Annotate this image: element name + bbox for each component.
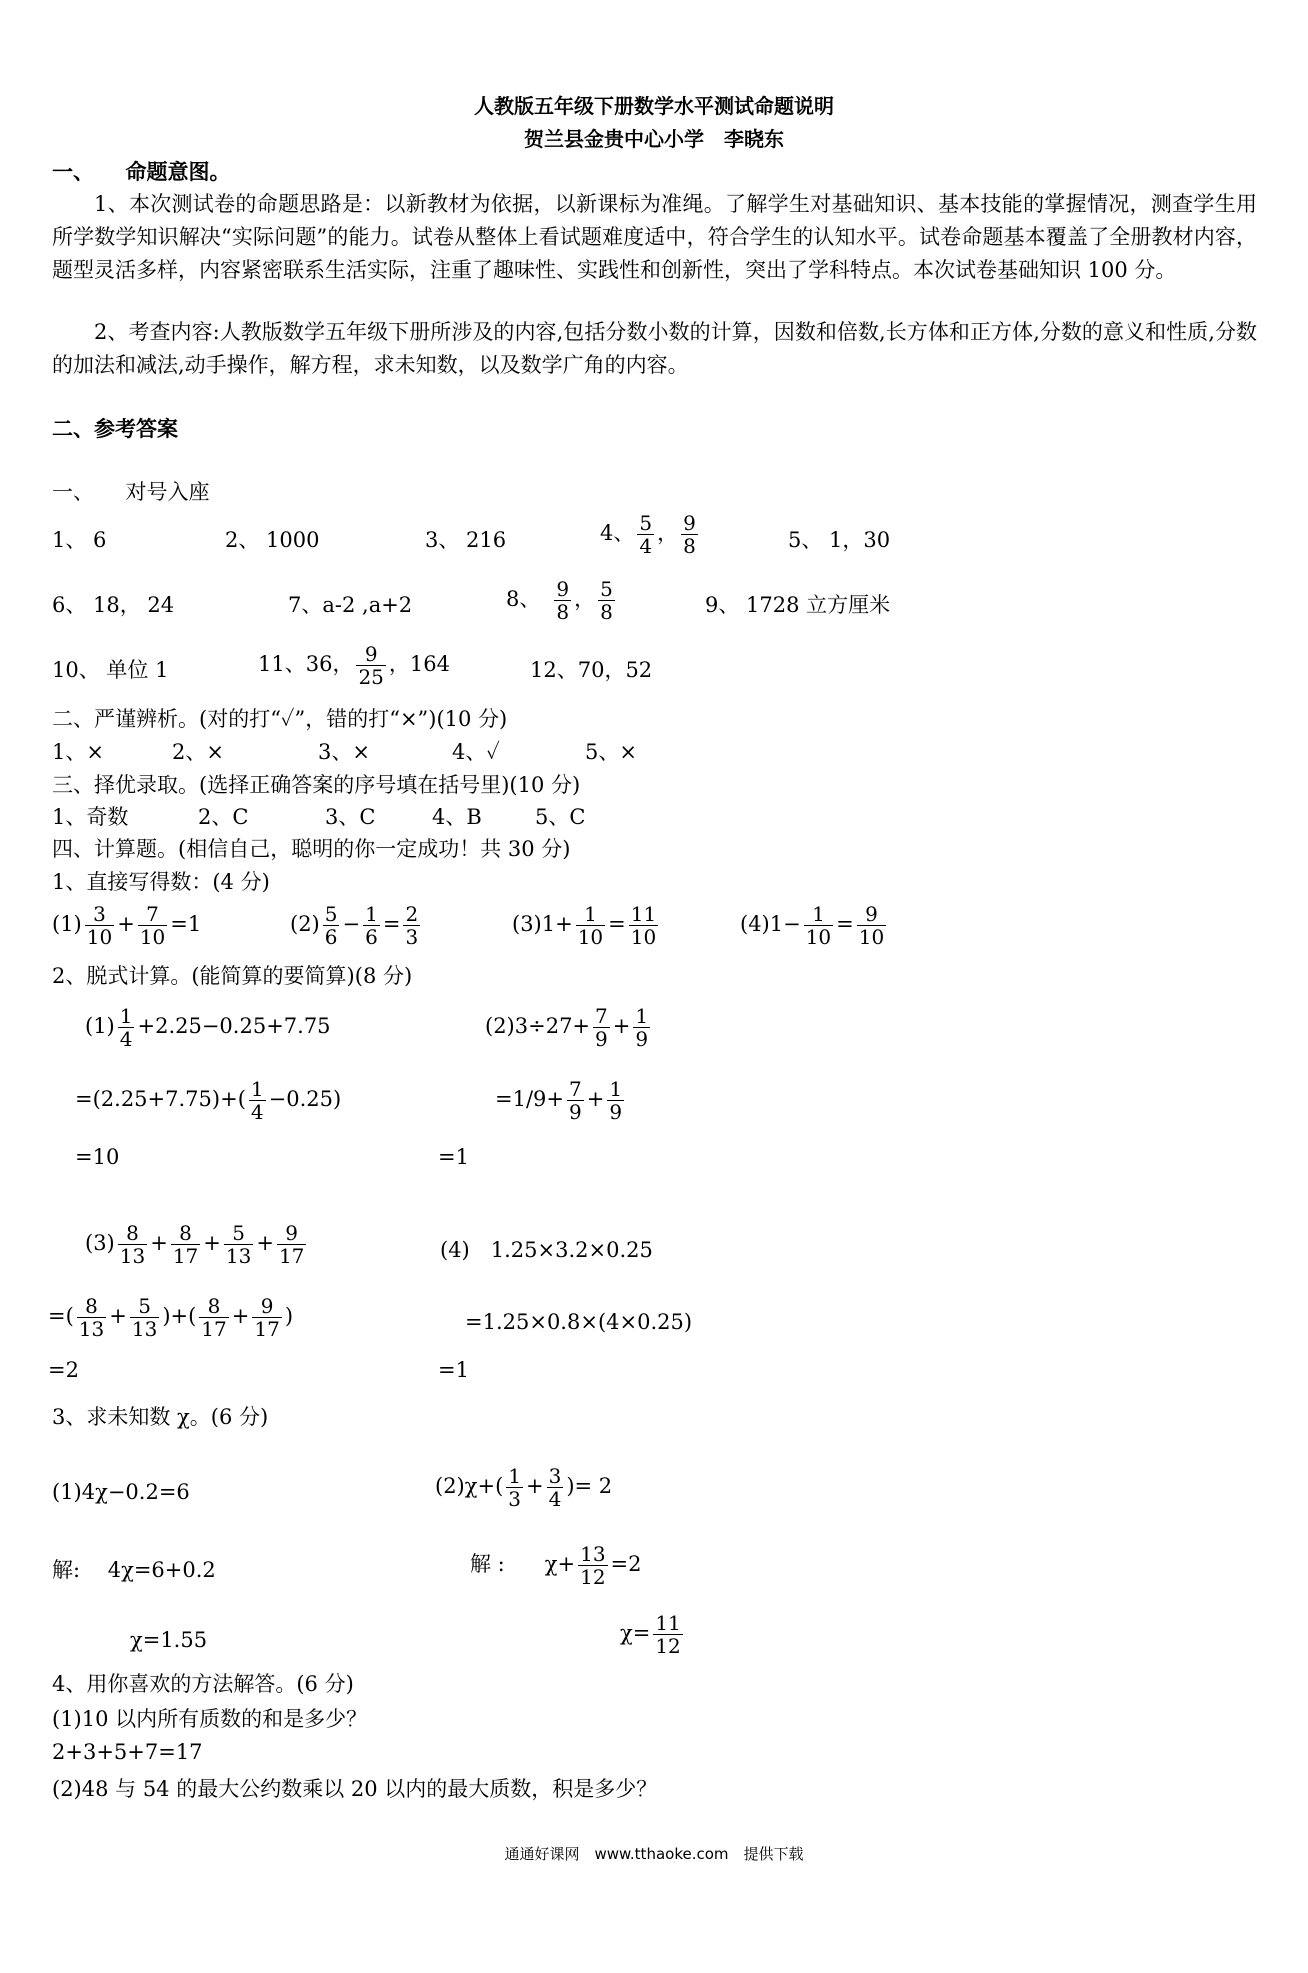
- step-calc-1-result: =10: [75, 1145, 120, 1169]
- step-calc-4-result: =1: [438, 1358, 469, 1382]
- fraction: $\frac{7}{9}$: [595, 1004, 608, 1051]
- paragraph-intent: 1、本次测试卷的命题思路是：以新教材为依据，以新课标为准绳。了解学生对基础知识、基本技能的掌握情况，测查学生用所学数学知识解决“实际问题”的能力。试卷从整体上看试题难度适中，符合学生的认知水平。试卷命题基本覆盖了全册教材内容，题型灵活多样，内容紧密联系生活实际，注重了趣味性、实践性和创新性，突出了学科特点。本次试卷基础知识 100 分。: [52, 192, 1257, 282]
- step-calc-1-step: =(2.25+7.75)+( $\frac{1}{4}$ −0.25): [75, 1077, 342, 1124]
- fraction: $\frac{8}{17}$: [172, 1221, 199, 1268]
- answer-4-label: 4、: [600, 521, 635, 545]
- fraction: $\frac{13}{12}$: [580, 1542, 606, 1589]
- calc-sub2-heading: 2、脱式计算。(能简算的要简算)(8 分): [52, 964, 413, 988]
- fraction: $\frac{5}{4}$: [639, 511, 653, 558]
- direct-calc-3: (3)1+ $\frac{1}{10}$ = $\frac{11}{10}$: [512, 902, 657, 949]
- fraction: $\frac{5}{8}$: [600, 577, 613, 624]
- answer-11: 11、36， $\frac{9}{25}$ ，164: [258, 642, 450, 689]
- tf-answer-2: 2、×: [172, 740, 224, 764]
- equation-1-result: χ=1.55: [130, 1628, 208, 1652]
- calc-sub3-heading: 3、求未知数 χ。(6 分): [52, 1405, 269, 1429]
- fraction: $\frac{7}{9}$: [569, 1077, 582, 1124]
- step-calc-3: (3) $\frac{8}{13}$ + $\frac{8}{17}$ + $\frac{5}{13}$ + $\frac{9}{17}$: [85, 1221, 305, 1268]
- answer-2: 2、 1000: [225, 528, 320, 552]
- fraction: $\frac{9}{8}$: [683, 511, 696, 558]
- fraction: $\frac{1}{9}$: [609, 1077, 623, 1124]
- equation-1-solution: 解: 4χ=6+0.2: [52, 1558, 216, 1582]
- section-heading-intent: 一、 命题意图。: [52, 159, 231, 184]
- tf-answer-4: 4、✓: [452, 740, 500, 764]
- author-line: 贺兰县金贵中心小学 李晓东: [524, 127, 784, 151]
- word-problem-1-answer: 2+3+5+7=17: [52, 1740, 203, 1764]
- step-calc-2-result: =1: [438, 1145, 469, 1169]
- fraction: $\frac{1}{3}$: [508, 1464, 521, 1511]
- step-calc-3-step: =( $\frac{8}{13}$ + $\frac{5}{13}$ )+( $\frac{8}{17}$ + $\frac{9}{17}$ ): [48, 1294, 294, 1341]
- fraction: $\frac{9}{8}$: [556, 577, 570, 624]
- answer-4: 4、 $\frac{5}{4}$ ， $\frac{9}{8}$: [600, 511, 696, 558]
- fraction: $\frac{1}{10}$: [577, 902, 604, 949]
- page-title: 人教版五年级下册数学水平测试命题说明: [474, 94, 834, 118]
- answer-11-label: 11、36，: [258, 652, 354, 676]
- answer-5: 5、 1，30: [788, 528, 891, 552]
- fraction: $\frac{5}{13}$: [225, 1221, 252, 1268]
- direct-calc-1: (1) $\frac{3}{10}$ + $\frac{7}{10}$ =1: [52, 902, 202, 949]
- fraction: $\frac{11}{12}$: [655, 1611, 681, 1658]
- answer-12: 12、70，52: [530, 658, 653, 682]
- fraction: $\frac{1}{4}$: [250, 1077, 264, 1124]
- answer-3: 3、 216: [425, 528, 507, 552]
- fraction: $\frac{11}{10}$: [630, 902, 657, 949]
- fraction: $\frac{1}{6}$: [365, 902, 378, 949]
- calc-sub4-heading: 4、用你喜欢的方法解答。(6 分): [52, 1672, 354, 1696]
- direct-calc-2: (2) $\frac{5}{6}$ − $\frac{1}{6}$ = $\frac{2}{3}$: [290, 902, 419, 949]
- fraction: $\frac{3}{10}$: [86, 902, 113, 949]
- fraction: $\frac{1}{9}$: [635, 1004, 649, 1051]
- tf-answer-1: 1、×: [52, 740, 104, 764]
- fraction: $\frac{9}{17}$: [254, 1294, 280, 1341]
- part3-heading: 三、择优录取。(选择正确答案的序号填在括号里)(10 分): [52, 773, 581, 797]
- answer-7: 7、a-2 ,a+2: [288, 593, 413, 617]
- step-calc-2-step: =1/9+ $\frac{7}{9}$ + $\frac{1}{9}$: [495, 1077, 623, 1124]
- fraction: $\frac{8}{13}$: [119, 1221, 146, 1268]
- fraction: $\frac{8}{17}$: [201, 1294, 227, 1341]
- word-problem-1: (1)10 以内所有质数的和是多少？: [52, 1707, 368, 1731]
- tf-answer-3: 3、×: [318, 740, 370, 764]
- mc-answer-4: 4、B: [432, 805, 482, 829]
- part4-heading: 四、计算题。(相信自己，聪明的你一定成功！共 30 分): [52, 837, 571, 861]
- mc-answer-3: 3、C: [325, 805, 376, 829]
- fraction: $\frac{9}{10}$: [858, 902, 885, 949]
- section-heading-answers: 二、参考答案: [52, 416, 178, 441]
- step-calc-2: (2)3÷27+ $\frac{7}{9}$ + $\frac{1}{9}$: [485, 1004, 649, 1051]
- fraction: $\frac{1}{10}$: [805, 902, 832, 949]
- equation-2: (2)χ+( $\frac{1}{3}$ + $\frac{3}{4}$ )= 2: [435, 1464, 613, 1511]
- fraction: $\frac{1}{4}$: [119, 1004, 133, 1051]
- answer-8-label: 8、: [506, 587, 541, 611]
- equation-2-result: χ= $\frac{11}{12}$: [620, 1611, 681, 1658]
- word-problem-2: (2)48 与 54 的最大公约数乘以 20 以内的最大质数，积是多少？: [52, 1777, 658, 1801]
- paragraph-content: 2、考查内容:人教版数学五年级下册所涉及的内容,包括分数小数的计算，因数和倍数,长方体和正方体,分数的意义和性质,分数的加法和减法,动手操作，解方程，求未知数，以及数学广角的内容。: [52, 320, 1257, 377]
- part2-heading: 二、严谨辨析。(对的打“✓”，错的打“×”)(10 分): [52, 707, 508, 731]
- page-footer: 通通好课网 www.tthaoke.com 提供下载: [504, 1845, 804, 1863]
- fraction: $\frac{7}{10}$: [139, 902, 166, 949]
- fraction: $\frac{8}{13}$: [78, 1294, 105, 1341]
- fraction: $\frac{9}{25}$: [358, 642, 384, 689]
- answer-9: 9、 1728 立方厘米: [705, 593, 891, 617]
- fraction: $\frac{9}{17}$: [278, 1221, 305, 1268]
- part1-heading: 一、 对号入座: [52, 480, 210, 504]
- step-calc-4-step: =1.25×0.8×(4×0.25): [465, 1310, 693, 1334]
- answer-1: 1、 6: [52, 528, 107, 552]
- tf-answer-5: 5、×: [585, 740, 637, 764]
- equation-1: (1)4χ−0.2=6: [52, 1480, 190, 1504]
- calc-sub1-heading: 1、直接写得数：(4 分): [52, 870, 270, 894]
- fraction: $\frac{3}{4}$: [548, 1464, 562, 1511]
- step-calc-4: (4) 1.25×3.2×0.25: [440, 1238, 653, 1262]
- fraction: $\frac{2}{3}$: [405, 902, 419, 949]
- answer-10: 10、 单位 1: [52, 658, 169, 682]
- step-calc-3-result: =2: [48, 1358, 79, 1382]
- mc-answer-2: 2、C: [198, 805, 249, 829]
- answer-6: 6、 18， 24: [52, 593, 175, 617]
- fraction: $\frac{5}{6}$: [324, 902, 338, 949]
- direct-calc-4: (4)1− $\frac{1}{10}$ = $\frac{9}{10}$: [740, 902, 885, 949]
- mc-answer-1: 1、奇数: [52, 805, 129, 829]
- mc-answer-5: 5、C: [535, 805, 586, 829]
- step-calc-1: (1) $\frac{1}{4}$ +2.25−0.25+7.75: [85, 1004, 331, 1051]
- equation-2-solution: 解 : χ+ $\frac{13}{12}$ =2: [470, 1542, 642, 1589]
- fraction: $\frac{5}{13}$: [131, 1294, 158, 1341]
- answer-8: 8、 $\frac{9}{8}$ ， $\frac{5}{8}$: [506, 577, 613, 624]
